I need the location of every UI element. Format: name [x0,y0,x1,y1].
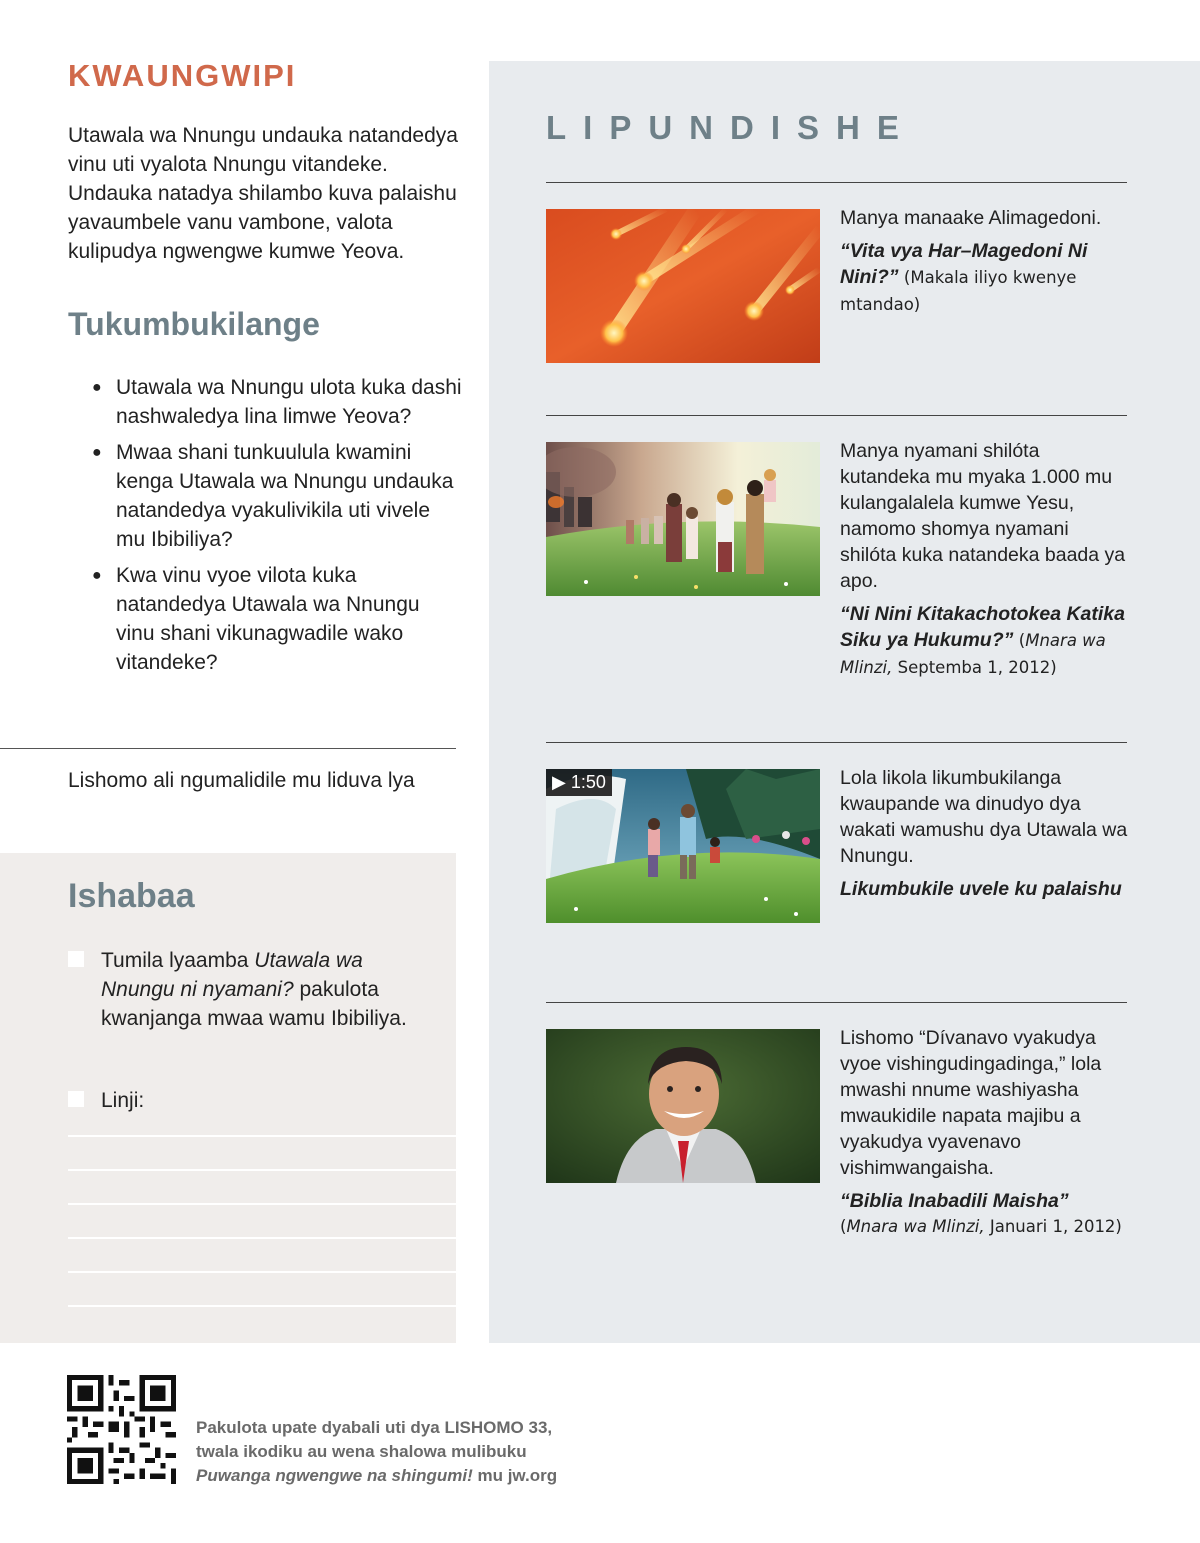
judgment-day-thumbnail[interactable] [546,442,820,596]
review-question [92,438,462,554]
article-source: (Mnara wa Mlinzi, Januari 1, 2012) [840,1217,1122,1236]
assignment-box [0,853,456,1343]
writing-line[interactable] [68,1237,456,1239]
assignment-text: Tumila lyaamba Utawala wa Nnungu ni nyamani? pakulota kwanjanga mwaa wamu Ibibiliya. [101,949,407,1030]
item-description: Manya nyamani shilóta kutandeka mu myaka 1.000 mu kulangalalela kumwe Yesu, namomo shomya nyamani shilóta kuka natandeka baada ya apo. [840,440,1126,592]
writing-line[interactable] [68,1135,456,1137]
video-duration-badge: ▶ 1:50 [546,769,612,796]
question-text: Mwaa shani tunkuulula kwamini kenga Utawala wa Nnungu undauka natandedya vyakulivikila uti vivele mu Ibibiliya? [116,441,454,551]
question-text: Kwa vinu vyoe vilota kuka natandedya Utawala wa Nnungu vinu shani vikunagwadile wako vitandeke? [116,564,420,674]
bullet-icon: ● [92,567,102,584]
lesson-completed-note: Lishomo ali ngumalidile mu liduva lya [68,769,415,792]
portrait-thumbnail[interactable] [546,1029,820,1183]
divider [0,748,456,749]
item-description: Lishomo “Dívanavo vyakudya vyoe vishingudingadinga,” lola mwashi nnume washiyasha mwaukidile napata majibu a vyakudya vyavenavo vishimwangaisha. [840,1027,1102,1179]
divider [546,742,1127,743]
summary-text: Utawala wa Nnungu undauka natandedya vinu uti vyalota Nnungu vitandeke. Undauka natadya shilambo kuva palaishu yavaumbele vanu vambone, valota kulipudya ngwengwe kumwe Yeova. [68,124,458,263]
article-link[interactable]: “Vita vya Har–Magedoni Ni Nini?” (Makala iliyo kwenye mtandao) [840,240,1088,314]
writing-line[interactable] [68,1203,456,1205]
question-text: Utawala wa Nnungu ulota kuka dashi nashwaledya lina limwe Yeova? [116,376,462,428]
explore-item-3 [840,765,1130,902]
assignment-title: Ishabaa [68,877,195,915]
footer-text: Pakulota upate dyabali uti dya LISHOMO 33, twala ikodiku au wena shalowa mulibuku Puwanga ngwengwe na shingumi! mu jw.org [196,1418,558,1485]
explore-item-1 [840,205,1130,318]
divider [546,1002,1127,1003]
divider [546,415,1127,416]
video-thumbnail[interactable] [546,769,820,923]
qr-code-icon[interactable] [67,1375,176,1484]
explore-item-2 [840,438,1130,681]
review-title: Tukumbukilange [68,306,320,342]
video-link[interactable]: Likumbukile uvele ku palaishu [840,878,1122,900]
review-question [92,561,462,677]
explore-title: LIPUNDISHE [546,109,916,146]
writing-line[interactable] [68,1305,456,1307]
summary-title: KWAUNGWIPI [68,58,297,93]
writing-line[interactable] [68,1169,456,1171]
item-description: Manya manaake Alimagedoni. [840,207,1102,229]
divider [546,182,1127,183]
assignment-item-2 [68,1086,421,1115]
article-link[interactable]: “Biblia Inabadili Maisha” [840,1190,1069,1212]
checkbox[interactable] [68,951,84,967]
bullet-icon: ● [92,444,102,461]
bullet-icon: ● [92,379,102,396]
item-description: Lola likola likumbukilanga kwaupande wa dinudyo dya wakati wamushu dya Utawala wa Nnungu. [840,767,1128,867]
assignment-text: Linji: [101,1089,145,1112]
armageddon-thumbnail[interactable] [546,209,820,363]
explore-panel [489,61,1200,1343]
review-question [92,373,462,431]
article-link[interactable]: “Ni Nini Kitakachotokea Katika Siku ya Hukumu?” (Mnara wa Mlinzi, Septemba 1, 2012) [840,603,1125,677]
review-questions [92,373,462,684]
checkbox[interactable] [68,1091,84,1107]
writing-line[interactable] [68,1271,456,1273]
explore-item-4 [840,1025,1130,1240]
assignment-item-1 [68,946,421,1033]
